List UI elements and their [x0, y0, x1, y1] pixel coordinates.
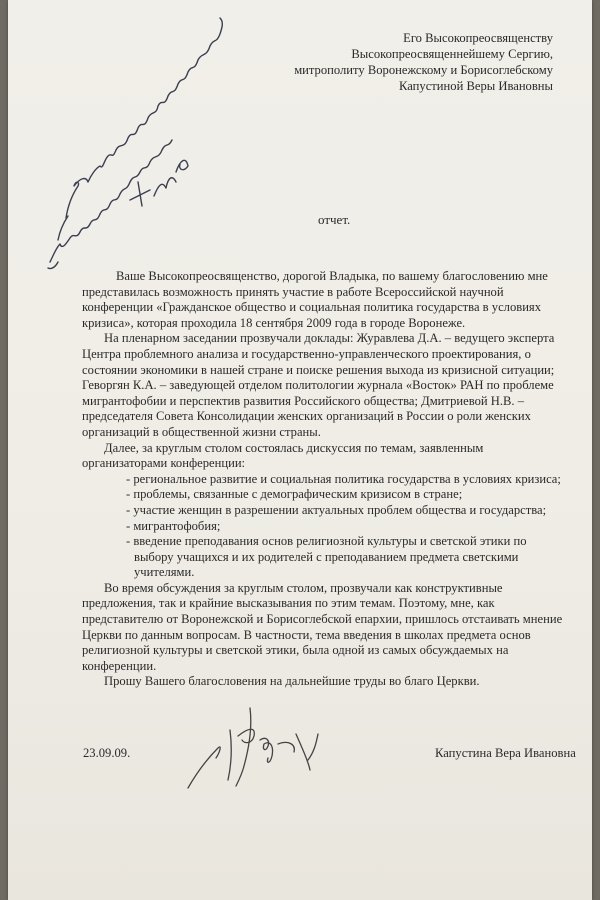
signer-name: Капустина Вера Ивановна [435, 746, 576, 760]
body-line: конференции. [82, 658, 157, 673]
body-line: организаций в общественной жизни страны. [82, 424, 321, 439]
body-line: Центра проблемного анализа и государственно-управленческого проектирования, о [82, 346, 531, 361]
body-line: кризиса», которая проходила 18 сентября 2009 года в городе Воронеже. [82, 315, 466, 330]
body-line: Во время обсуждения за круглым столом, прозвучали как конструктивные [104, 580, 503, 595]
addressee-line: митрополиту Воронежскому и Борисоглебскому [294, 63, 553, 77]
topic-item: - региональное развитие и социальная политика государства в условиях кризиса; [126, 471, 561, 486]
addressee-block [294, 30, 553, 94]
handwritten-signature [178, 700, 358, 795]
body-line: Ваше Высокопреосвященство, дорогой Владыка, по вашему благословению мне [116, 269, 548, 283]
body-line: мигрантофобии и перспектив развития Российского общества; Дмитриевой Н.В. – [82, 393, 524, 408]
topic-item: - введение преподавания основ религиозной культуры и светской этики по [126, 534, 527, 549]
topic-item-continuation: учителями. [134, 565, 195, 580]
letter-page [8, 0, 592, 900]
topic-item: - мигрантофобия; [126, 518, 221, 533]
body-line: председателя Совета Консолидации женских организаций в России о роли женских [82, 409, 531, 424]
body-line: представителю от Воронежской и Борисоглебской епархии, пришлось отстаивать мнение [82, 612, 563, 627]
addressee-line: Высокопреосвященнейшему Сергию, [351, 47, 553, 61]
paragraph-roundtable [82, 441, 582, 472]
topic-item: - участие женщин в разрешении актуальных проблем общества и государства; [126, 502, 547, 517]
body-line: Прошу Вашего благословения на дальнейшие труды во благо Церкви. [104, 674, 480, 689]
body-line: состоянии экономики в нашей стране и поиске решения выхода из кризисной ситуации; [82, 362, 555, 377]
body-line: На пленарном заседании прозвучали доклады: Журавлева Д.А. – ведущего эксперта [104, 331, 555, 346]
body-line: конференции «Гражданское общество и социальная политика государства в условиях [82, 300, 542, 315]
body-line: Далее, за круглым столом состоялась дискуссия по темам, заявленным [104, 440, 484, 455]
body-line: представилась возможность принять участие в работе Всероссийской научной [82, 284, 504, 299]
body-line: предложения, так и крайние высказывания по этим темам. Поэтому, мне, как [82, 596, 495, 611]
topic-item: - проблемы, связанные с демографическим кризисом в стране; [126, 487, 463, 502]
paragraph-intro [82, 269, 582, 331]
body-line: Церкви по данным вопросам. В частности, тема введения в школах предмета основ [82, 627, 531, 642]
topic-item-continuation: выбору учащихся и их родителей с преподаванием предмета светскими [134, 549, 519, 564]
addressee-line: Капустиной Веры Ивановны [399, 79, 553, 93]
body-line: религиозной культуры и светской этики, была одной из самых обсуждаемых на [82, 643, 509, 658]
paragraph-discussion [82, 581, 582, 675]
body-line: Геворгян К.А. – заведующей отделом политологии журнала «Восток» РАН по проблеме [82, 378, 554, 393]
document-title: отчет. [318, 212, 351, 227]
body-line: организаторами конференции: [82, 456, 246, 471]
paragraph-request [82, 674, 582, 690]
handwritten-resolution [8, 0, 258, 290]
document-date: 23.09.09. [83, 746, 131, 760]
addressee-line: Его Высокопреосвященству [403, 31, 553, 45]
paragraph-plenary [82, 331, 582, 440]
report-body [82, 269, 582, 690]
topics-list [82, 472, 582, 581]
